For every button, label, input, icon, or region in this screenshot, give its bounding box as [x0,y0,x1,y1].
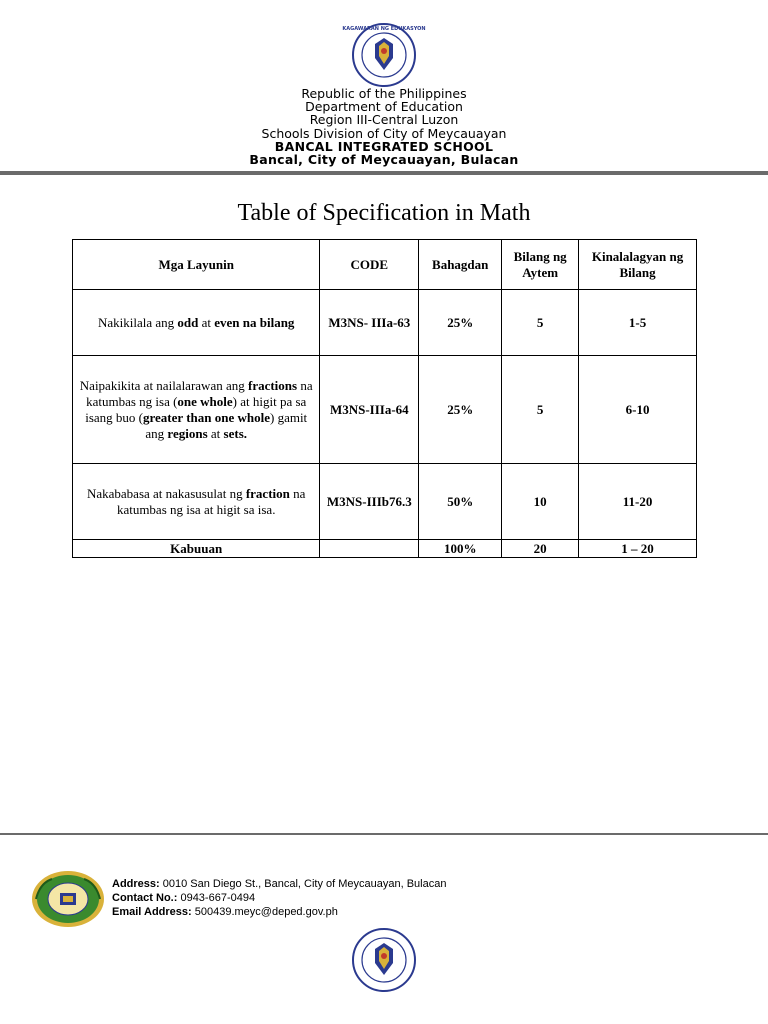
total-placement: 1 – 20 [579,540,697,558]
objective-keyword: greater than one whole [143,409,270,425]
code-cell: M3NS- IIIa-63 [320,290,419,356]
objective-text: Naipakikita at nailalarawan ang [79,377,248,393]
header-line-department: Department of Education [305,99,463,115]
items-cell: 5 [502,356,579,464]
header-line-region: Region III-Central Luzon [309,112,459,128]
table-row [73,464,697,540]
items-cell: 10 [502,464,579,540]
objective-keyword: fractions [247,377,298,393]
contact-block [112,877,446,919]
column-header-items: Bilang ng Aytem [502,240,579,290]
contact-line [112,891,446,905]
total-code [320,540,419,558]
objective-keyword: regions [167,425,208,441]
placement-cell: 1-5 [579,290,697,356]
total-items: 20 [502,540,579,558]
objective-keyword: one whole [177,393,233,409]
email-value: 500439.meyc@deped.gov.ph [194,906,338,918]
objective-text: Nakikilala ang [97,314,178,330]
email-line [112,905,446,919]
table-header-row [73,240,697,290]
objective-text: at [198,314,215,330]
objective-keyword: fraction [245,485,290,501]
contact-value: 0943-667-0494 [180,892,256,904]
page-title: Table of Specification in Math [237,200,531,226]
items-cell: 5 [502,290,579,356]
percent-cell: 50% [419,464,502,540]
deped-seal-logo [342,22,426,88]
objective-keyword: odd [177,314,199,330]
objective-text: ) gamit ang [145,409,308,441]
header-line-republic: Republic of the Philippines [301,86,467,101]
objective-cell [73,356,320,464]
percent-cell: 25% [419,356,502,464]
footer-divider [0,833,768,835]
column-header-objectives: Mga Layunin [73,240,320,290]
code-cell: M3NS-IIIb76.3 [320,464,419,540]
objective-text: at [207,425,224,441]
school-logo [30,869,106,929]
objective-keyword: sets. [223,425,247,441]
objective-cell [73,464,320,540]
email-label: Email Address: [112,906,192,918]
address-label: Address: [112,878,160,890]
objective-text: na katumbas ng isa at higit sa isa. [116,485,306,517]
column-header-code: CODE [320,240,419,290]
contact-label: Contact No.: [112,892,178,904]
total-label: Kabuuan [73,540,320,558]
objective-text: Nakababasa at nakasusulat ng [86,485,246,501]
table-row [73,356,697,464]
address-value: 0010 San Diego St., Bancal, City of Meycauayan, Bulacan [162,878,447,890]
header-line-division: Schools Division of City of Meycauayan [261,125,507,141]
total-percent: 100% [419,540,502,558]
svg-text:KAGAWARAN NG EDUKASYON: KAGAWARAN NG EDUKASYON [342,26,426,32]
table-row [73,290,697,356]
header-divider [0,171,768,175]
code-cell: M3NS-IIIa-64 [320,356,419,464]
column-header-percent: Bahagdan [419,240,502,290]
placement-cell: 11-20 [579,464,697,540]
objective-text: ) at higit pa sa isang buo ( [85,393,307,425]
objective-text: na katumbas ng isa ( [86,377,313,409]
specification-table [72,239,697,558]
objective-cell [73,290,320,356]
school-address: Bancal, City of Meycauayan, Bulacan [249,152,519,168]
percent-cell: 25% [419,290,502,356]
school-name: BANCAL INTEGRATED SCHOOL [274,138,494,154]
total-row [73,540,697,558]
placement-cell: 6-10 [579,356,697,464]
column-header-placement: Kinalalagyan ng Bilang [579,240,697,290]
deped-seal-footer-logo [347,927,421,993]
letterhead [0,87,768,166]
address-line [112,877,446,891]
objective-keyword: even na bilang [214,314,295,330]
